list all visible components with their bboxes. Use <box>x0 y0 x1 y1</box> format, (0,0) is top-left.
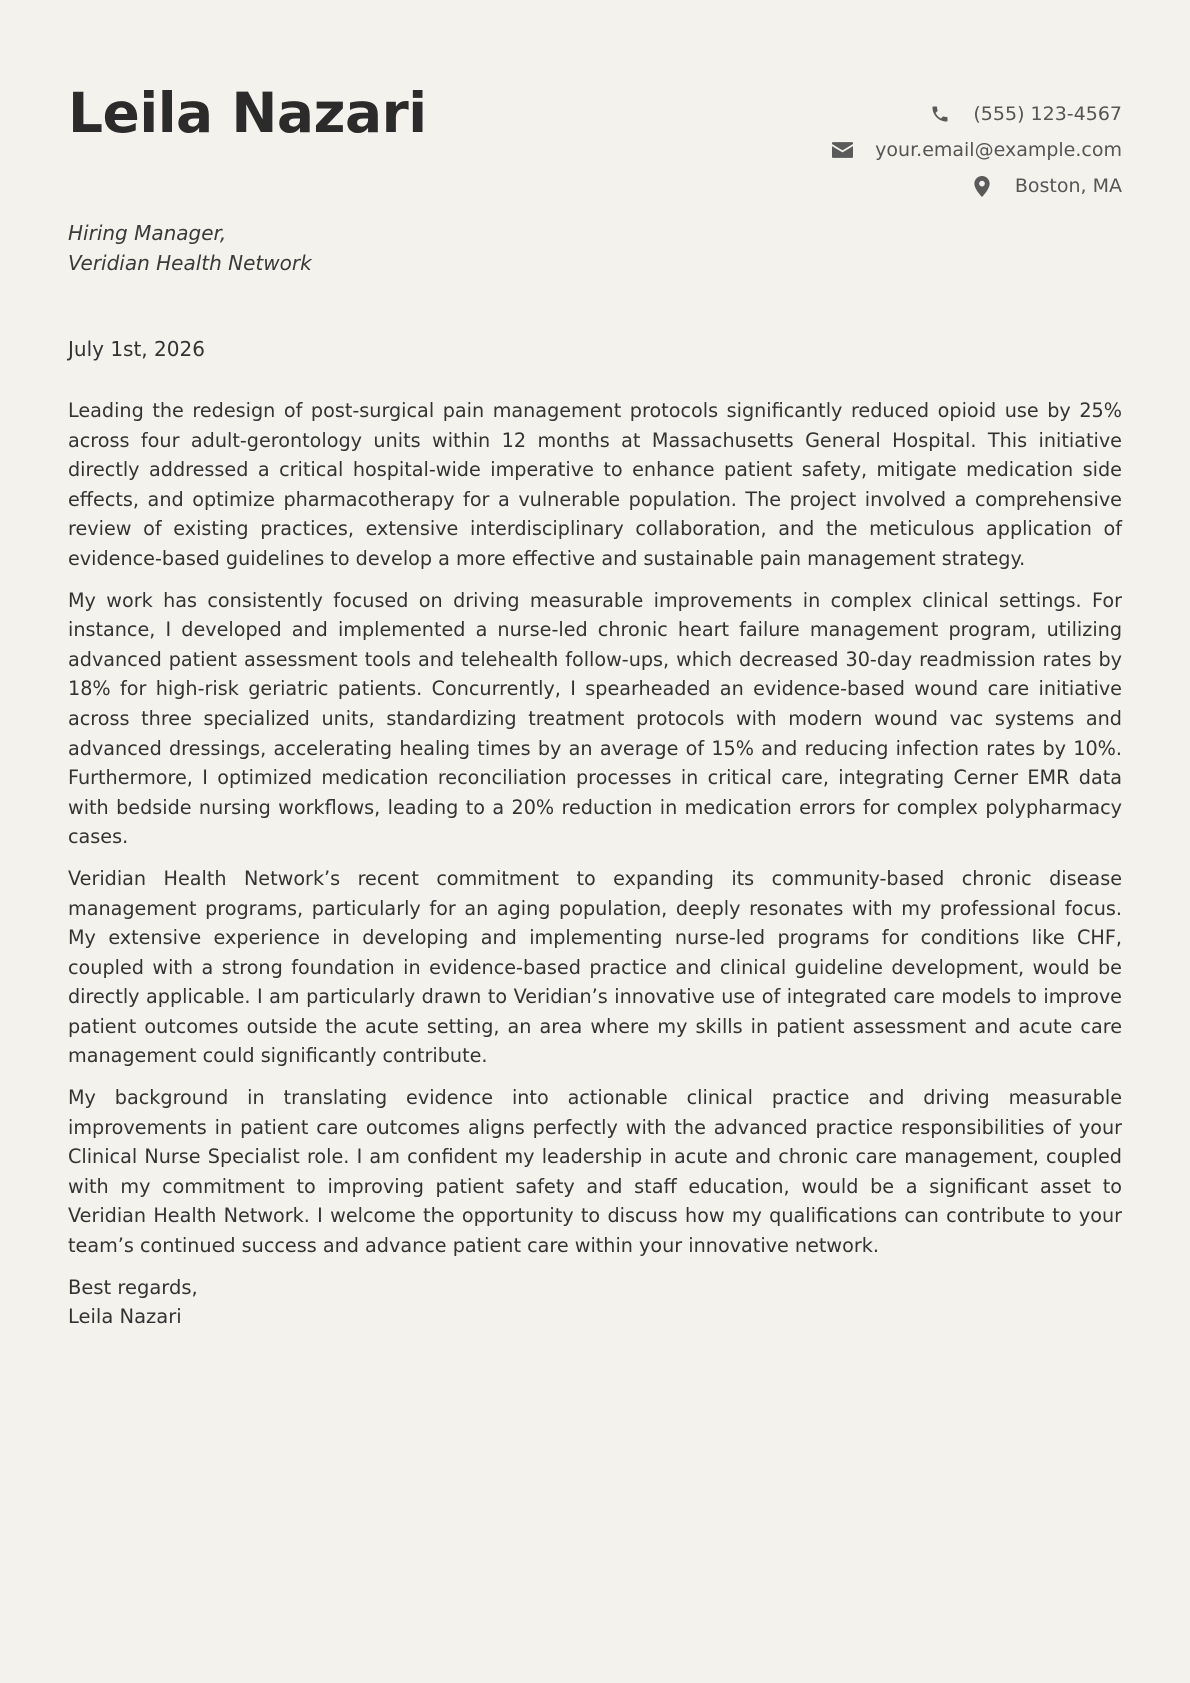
recipient-organization: Veridian Health Network <box>68 251 312 275</box>
envelope-icon <box>831 139 853 161</box>
cover-letter-page <box>68 0 1122 1683</box>
phone-icon <box>929 103 951 125</box>
closing-salutation: Best regards, <box>68 1275 198 1299</box>
contact-phone-row <box>831 96 1122 132</box>
map-pin-icon <box>971 175 993 197</box>
applicant-name: Leila Nazari <box>68 81 427 145</box>
contact-email-row <box>831 132 1122 168</box>
contact-phone: (555) 123-4567 <box>973 103 1122 125</box>
closing-block <box>68 1273 1122 1332</box>
body-paragraph-3: Veridian Health Network’s recent commitment to expanding its community-based chronic disease management programs, particularly for an aging population, deeply resonates with my professional focus. My extensive experience in developing and implementing nurse-led programs for conditions like CHF, coupled with a strong foundation in evidence-based practice and clinical guideline development, would be directly applicable. I am particularly drawn to Veridian’s innovative use of integrated care models to improve patient outcomes outside the acute setting, an area where my skills in patient assessment and acute care management could significantly contribute. <box>68 866 1122 1068</box>
contact-block <box>831 96 1122 204</box>
recipient-title: Hiring Manager, <box>68 221 227 245</box>
contact-email: your.email@example.com <box>875 139 1122 161</box>
recipient-block <box>68 218 312 278</box>
body-paragraph-2: My work has consistently focused on driving measurable improvements in complex clinical settings. For instance, I developed and implemented a nurse-led chronic heart failure management program, utilizing advanced patient assessment tools and telehealth follow-ups, which decreased 30-day readmission rates by 18% for high-risk geriatric patients. Concurrently, I spearheaded an evidence-based wound care initiative across three specialized units, standardizing treatment protocols with modern wound vac systems and advanced dressings, accelerating healing times by an average of 15% and reducing infection rates by 10%. Furthermore, I optimized medication reconciliation processes in critical care, integrating Cerner EMR data with bedside nursing workflows, leading to a 20% reduction in medication errors for complex polypharmacy cases. <box>68 588 1122 849</box>
closing-signature: Leila Nazari <box>68 1305 182 1329</box>
letter-date: July 1st, 2026 <box>68 337 205 361</box>
letter-body <box>68 396 1122 1332</box>
contact-location-row <box>831 168 1122 204</box>
body-paragraph-1: Leading the redesign of post-surgical pain management protocols significantly reduced opioid use by 25% across four adult-gerontology units within 12 months at Massachusetts General Hospital. This initiative directly addressed a critical hospital-wide imperative to enhance patient safety, mitigate medication side effects, and optimize pharmacotherapy for a vulnerable population. The project involved a comprehensive review of existing practices, extensive interdisciplinary collaboration, and the meticulous application of evidence-based guidelines to develop a more effective and sustainable pain management strategy. <box>68 399 1122 570</box>
body-paragraph-4: My background in translating evidence into actionable clinical practice and driving measurable improvements in patient care outcomes aligns perfectly with the advanced practice responsibilities of your Clinical Nurse Specialist role. I am confident my leadership in acute and chronic care management, coupled with my commitment to improving patient safety and staff education, would be a significant asset to Veridian Health Network. I welcome the opportunity to discuss how my qualifications can contribute to your team’s continued success and advance patient care within your innovative network. <box>68 1086 1122 1258</box>
contact-location: Boston, MA <box>1014 175 1122 197</box>
